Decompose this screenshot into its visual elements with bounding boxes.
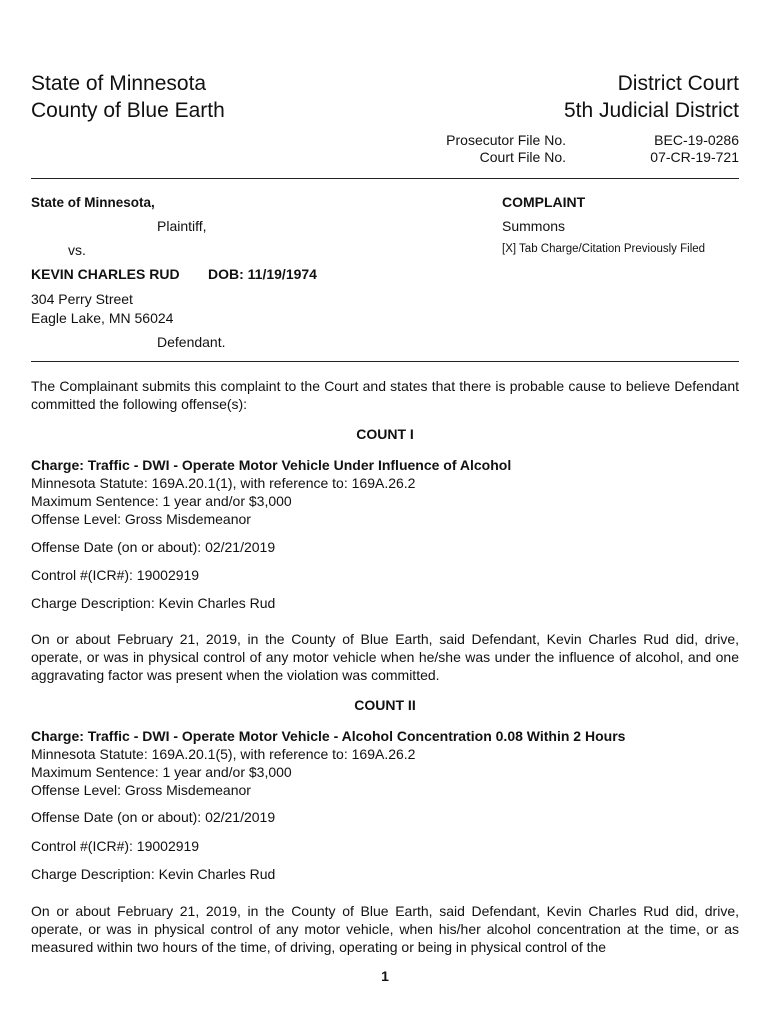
count-2-charge-description: Charge Description: Kevin Charles Rud [31, 866, 276, 882]
count-1-control-number: Control #(ICR#): 19002919 [31, 567, 200, 583]
court-heading: District Court [617, 72, 739, 95]
district-heading: 5th Judicial District [563, 99, 739, 122]
count-1-max-sentence: Maximum Sentence: 1 year and/or $3,000 [31, 493, 292, 509]
count-1-offense-level: Offense Level: Gross Misdemeanor [31, 511, 251, 527]
versus-label: vs. [68, 242, 86, 258]
count-2-offense-level: Offense Level: Gross Misdemeanor [31, 782, 251, 798]
plaintiff-role: Plaintiff, [157, 218, 207, 234]
state-heading: State of Minnesota [31, 72, 207, 95]
plaintiff-name: State of Minnesota, [31, 195, 155, 210]
count-1-title: COUNT I [356, 426, 414, 442]
page-number: 1 [381, 968, 389, 984]
count-1-narrative: On or about February 21, 2019, in the County of Blue Earth, said Defendant, Kevin Charles Rud did, drive, operate, or was in physical control of any motor vehicle when he/she was under the influence of alcohol, and one aggravating factor was present when the violation was committed. [31, 631, 739, 683]
court-file-label: Court File No. [479, 149, 566, 165]
defendant-name: KEVIN CHARLES RUD [31, 266, 180, 282]
header-divider [31, 178, 739, 179]
defendant-role: Defendant. [157, 334, 226, 350]
document-type: COMPLAINT [502, 194, 586, 210]
caption-divider [31, 361, 739, 362]
count-2-control-number: Control #(ICR#): 19002919 [31, 838, 200, 854]
count-1-charge-description: Charge Description: Kevin Charles Rud [31, 595, 276, 611]
count-1-offense-date: Offense Date (on or about): 02/21/2019 [31, 539, 276, 555]
count-1-statute: Minnesota Statute: 169A.20.1(1), with reference to: 169A.26.2 [31, 475, 416, 491]
defendant-dob: DOB: 11/19/1974 [208, 266, 317, 282]
count-2-title: COUNT II [354, 697, 416, 713]
tab-charge-option: [X] Tab Charge/Citation Previously Filed [502, 243, 706, 255]
prosecutor-file-label: Prosecutor File No. [446, 132, 566, 148]
count-2-max-sentence: Maximum Sentence: 1 year and/or $3,000 [31, 764, 292, 780]
document-subtype: Summons [502, 218, 566, 234]
defendant-address-line1: 304 Perry Street [31, 291, 133, 307]
count-2-charge: Charge: Traffic - DWI - Operate Motor Vehicle - Alcohol Concentration 0.08 Within 2 Hours [31, 728, 626, 744]
count-2-details [31, 727, 625, 799]
court-file-value: 07-CR-19-721 [650, 149, 739, 165]
county-heading: County of Blue Earth [31, 99, 225, 122]
defendant-address-line2: Eagle Lake, MN 56024 [31, 310, 174, 326]
count-2-statute: Minnesota Statute: 169A.20.1(5), with reference to: 169A.26.2 [31, 746, 416, 762]
prosecutor-file-value: BEC-19-0286 [654, 132, 739, 148]
count-1-charge: Charge: Traffic - DWI - Operate Motor Vehicle Under Influence of Alcohol [31, 457, 512, 473]
count-2-offense-date: Offense Date (on or about): 02/21/2019 [31, 809, 276, 825]
count-1-details [31, 456, 511, 528]
intro-paragraph: The Complainant submits this complaint to the Court and states that there is probable cause to believe Defendant committed the following offense(s): [31, 378, 739, 412]
count-2-narrative: On or about February 21, 2019, in the County of Blue Earth, said Defendant, Kevin Charles Rud did, drive, operate, or was in physical control of any motor vehicle, when his/her alcohol concentration at the time, or as measured within two hours of the time, of driving, operating or being in physical control of the [31, 903, 739, 955]
